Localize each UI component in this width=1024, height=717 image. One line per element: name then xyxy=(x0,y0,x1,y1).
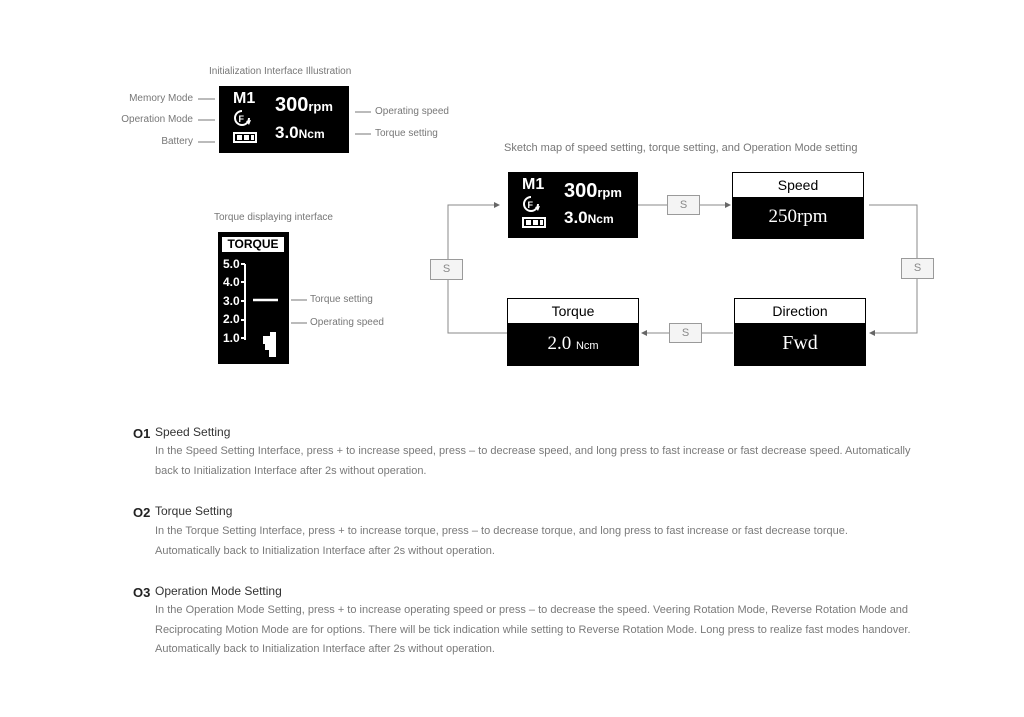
torque-panel-title: Torque xyxy=(508,299,638,324)
s-button[interactable]: S xyxy=(430,259,463,280)
battery-icon xyxy=(522,217,546,228)
rotation-icon-letter: F xyxy=(238,114,244,124)
speed-value: 300 xyxy=(564,180,598,202)
init-speed-readout xyxy=(275,94,333,117)
torque-unit: Ncm xyxy=(298,127,325,141)
direction-panel-title: Direction xyxy=(735,299,865,324)
torque-setting-callout: Torque setting xyxy=(310,294,373,305)
tick-label: 3.0 xyxy=(223,294,240,308)
rotation-mode-icon xyxy=(233,109,250,126)
torque-panel xyxy=(507,298,639,366)
sketch-caption: Sketch map of speed setting, torque setting, and Operation Mode setting xyxy=(504,142,858,154)
speed-panel-title: Speed xyxy=(733,173,863,198)
torque-panel-readout xyxy=(508,324,638,366)
torque-setting-label: Torque setting xyxy=(375,128,438,139)
memory-mode-label: Memory Mode xyxy=(129,93,193,104)
torque-value: 3.0 xyxy=(564,208,588,227)
torque-scale-graphic xyxy=(240,258,289,364)
battery-icon xyxy=(233,132,257,143)
section-body-operation-mode: In the Operation Mode Setting, press + to increase operating speed or press – to decrease the speed. Veering Rotation Mode, Reverse Rotation Mode and Reciprocating Motion Mode are for options. There will be tick indication while setting to Reverse Rotation Mode. Long press to realize fast modes handover. Automatically back to Initialization Interface after 2s without operation. xyxy=(155,604,911,655)
section-title-torque: Torque Setting xyxy=(155,504,233,518)
section-number: O1 xyxy=(133,426,151,441)
init-torque-readout xyxy=(275,123,325,143)
tick-label: 1.0 xyxy=(223,331,240,345)
torque-value: 3.0 xyxy=(275,123,299,142)
torque-unit: Ncm xyxy=(587,212,614,226)
tick-label: 2.0 xyxy=(223,312,240,326)
memory-mode-value: M1 xyxy=(233,90,256,107)
init-lcd-screen xyxy=(219,86,349,153)
tick-label: 5.0 xyxy=(223,257,240,271)
section-body-speed: In the Speed Setting Interface, press + to increase speed, press – to decrease speed, and long press to fast increase or fast decrease speed. Automatically back to Initialization Interface after 2s without operation. xyxy=(155,445,911,477)
torque-panel-value: 2.0 xyxy=(547,333,572,354)
speed-unit: rpm xyxy=(597,185,622,200)
rotation-mode-icon xyxy=(522,195,539,212)
section-body-torque: In the Torque Setting Interface, press + to increase torque, press – to decrease torque, and long press to fast increase or fast decrease torque. Automatically back to Initialization Interface after 2s without operation. xyxy=(155,525,848,557)
operation-mode-label: Operation Mode xyxy=(121,114,193,125)
section-number: O3 xyxy=(133,585,151,600)
direction-panel xyxy=(734,298,866,366)
tick-label: 4.0 xyxy=(223,275,240,289)
torque-header: TORQUE xyxy=(222,237,284,252)
sketch-home-screen xyxy=(508,172,638,238)
speed-unit: rpm xyxy=(308,99,333,114)
section-number: O2 xyxy=(133,505,151,520)
battery-label: Battery xyxy=(161,136,193,147)
home-speed-readout xyxy=(564,180,622,203)
torque-display-caption: Torque displaying interface xyxy=(214,212,333,223)
torque-lcd-screen xyxy=(218,232,289,364)
section-title-speed: Speed Setting xyxy=(155,425,231,439)
torque-panel-unit: Ncm xyxy=(575,340,599,352)
speed-panel xyxy=(732,172,864,239)
direction-panel-value: Fwd xyxy=(782,332,818,354)
section-title-operation-mode: Operation Mode Setting xyxy=(155,584,282,598)
operating-speed-callout: Operating speed xyxy=(310,317,384,328)
operating-speed-label: Operating speed xyxy=(375,106,449,117)
s-button[interactable]: S xyxy=(669,323,702,343)
home-mode-value: M1 xyxy=(522,176,545,193)
init-caption: Initialization Interface Illustration xyxy=(209,66,352,77)
s-button[interactable]: S xyxy=(901,258,934,279)
operating-speed-bar xyxy=(263,332,276,357)
rotation-icon-letter: F xyxy=(527,200,533,210)
home-torque-readout xyxy=(564,208,614,228)
speed-panel-value: 250rpm xyxy=(768,206,828,227)
speed-value: 300 xyxy=(275,94,309,116)
s-button[interactable]: S xyxy=(667,195,700,215)
